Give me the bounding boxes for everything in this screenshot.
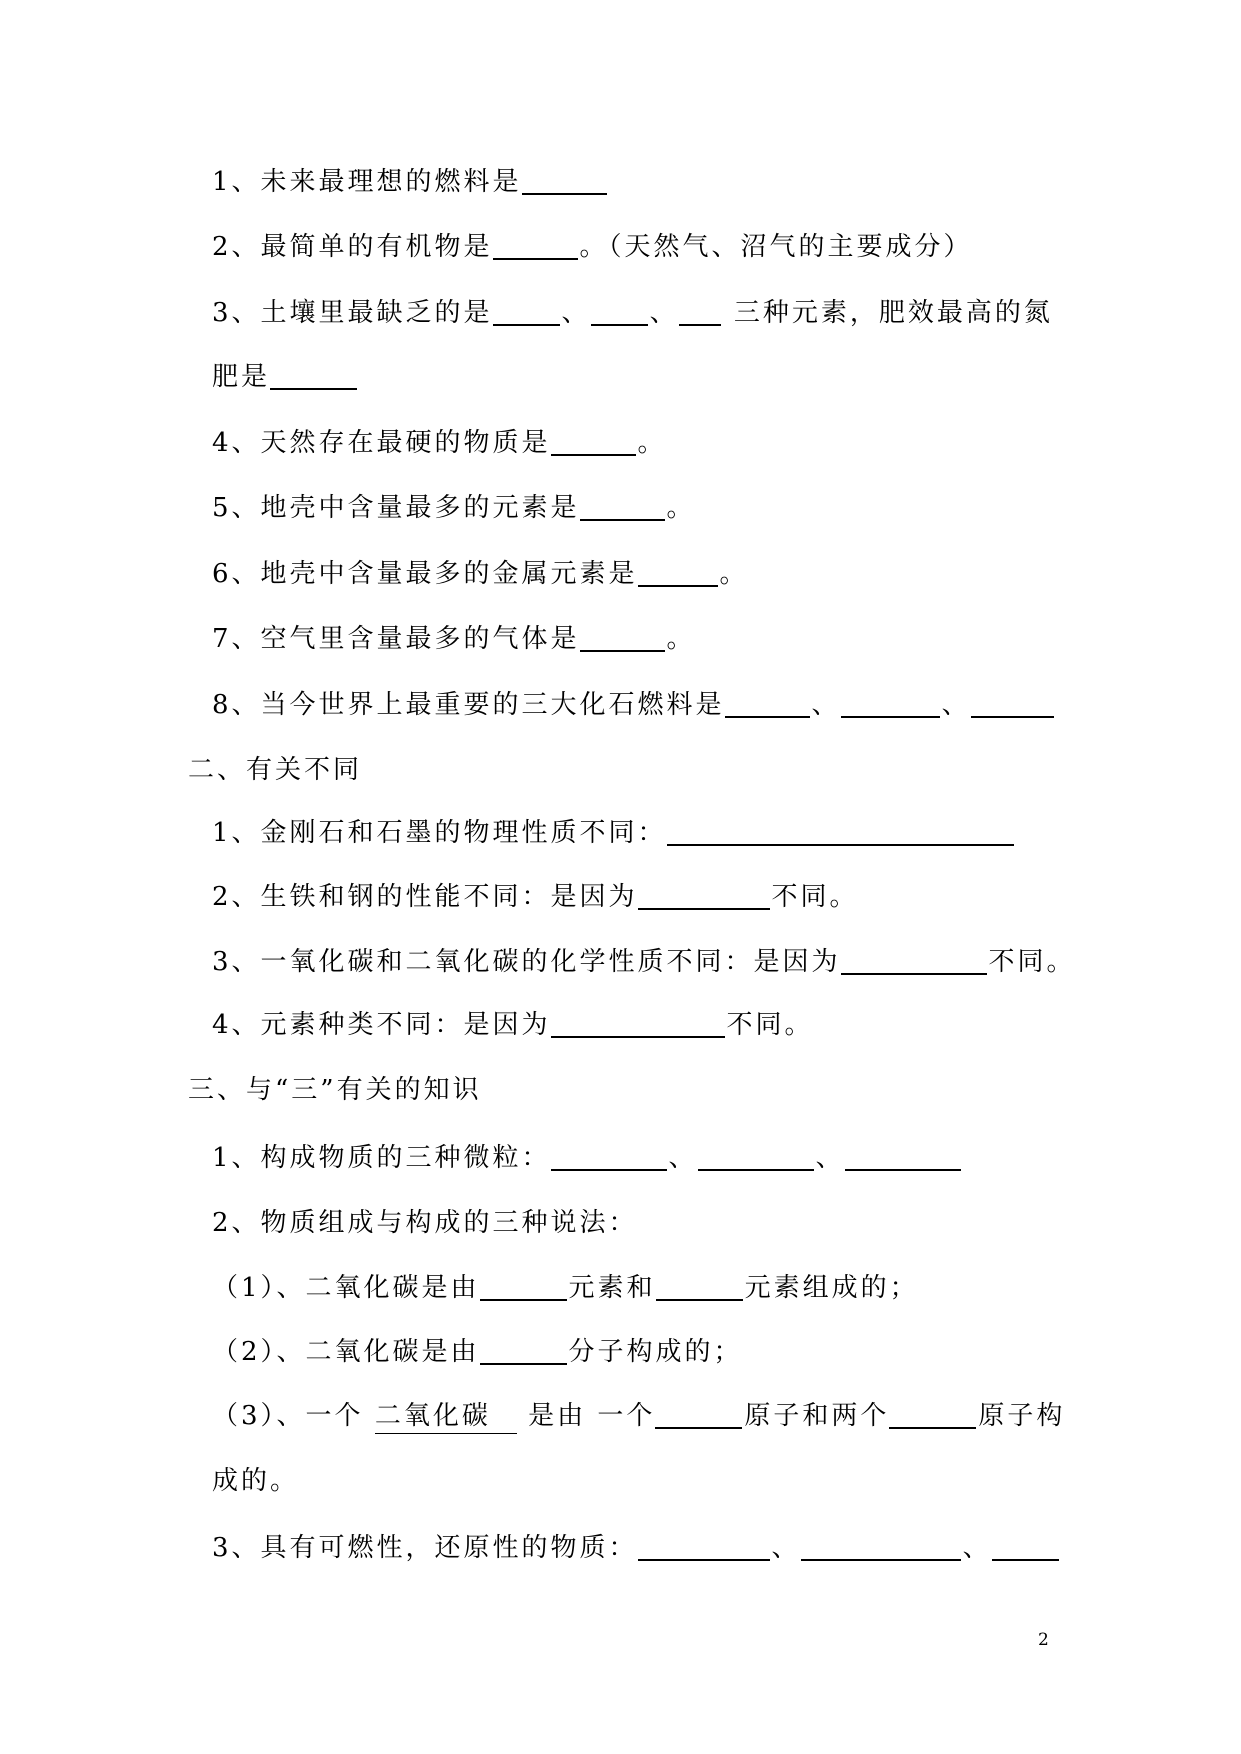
s3-item-2-sub-3-wrap [212, 1461, 299, 1501]
s1-item-3 [212, 293, 1053, 333]
answer-blank [698, 1147, 814, 1171]
s1-item-5 [212, 488, 696, 528]
answer-blank [667, 822, 1014, 846]
s1-item-7 [212, 619, 696, 659]
s2-item-4 [212, 1005, 814, 1045]
answer-blank [889, 1405, 976, 1429]
s1-item-3-prompt: 3、土壤里最缺乏的是 [212, 298, 493, 328]
answer-blank [841, 694, 940, 718]
answer-blank [551, 1147, 667, 1171]
s1-item-6-prompt: 6、地壳中含量最多的金属元素是 [212, 559, 638, 589]
answer-blank [580, 628, 665, 652]
answer-blank [801, 1537, 961, 1561]
s3-item-1 [212, 1138, 963, 1178]
answer-blank [580, 497, 665, 521]
s1-item-1 [212, 162, 609, 202]
s2-item-4-suffix: 不同。 [726, 1010, 814, 1040]
s1-item-3-continuation: 三种元素，肥效最高的氮 [722, 298, 1053, 328]
separator: 、 [649, 298, 679, 328]
answer-blank [971, 694, 1054, 718]
s1-item-4-prompt: 4、天然存在最硬的物质是 [212, 428, 551, 458]
answer-blank [591, 302, 648, 326]
answer-blank [845, 1147, 961, 1171]
s2-item-3 [212, 942, 1076, 982]
answer-blank [655, 1405, 742, 1429]
separator: 、 [771, 1533, 801, 1563]
sub-3-suffix: 原子构 [978, 1401, 1066, 1431]
answer-blank [480, 1277, 567, 1301]
s2-item-1 [212, 813, 1016, 853]
answer-blank [992, 1537, 1059, 1561]
period: 。 [666, 493, 696, 523]
period: 。 [637, 428, 667, 458]
sub-3-prompt: （3）、一个 [212, 1401, 375, 1431]
s2-item-2-suffix: 不同。 [771, 882, 859, 912]
answer-blank [551, 432, 636, 456]
answer-blank [679, 302, 721, 326]
separator: 、 [941, 690, 971, 720]
answer-blank [841, 951, 987, 975]
s3-item-2-sub-2 [212, 1332, 743, 1372]
answer-blank [725, 694, 810, 718]
s3-item-1-prompt: 1、构成物质的三种微粒： [212, 1143, 551, 1173]
s3-item-3 [212, 1528, 1061, 1568]
sub-2-suffix: 分子构成的； [568, 1337, 743, 1367]
sub-2-prompt: （2）、二氧化碳是由 [212, 1337, 480, 1367]
sub-3-middle: 是由 一个 [516, 1401, 656, 1431]
s1-item-4 [212, 423, 667, 463]
s1-item-2 [212, 227, 973, 267]
s1-item-1-prompt: 1、未来最理想的燃料是 [212, 167, 522, 197]
answer-blank [493, 302, 560, 326]
s1-item-6 [212, 554, 749, 594]
answer-blank [638, 886, 770, 910]
separator: 、 [561, 298, 591, 328]
s1-item-2-prompt: 2、最简单的有机物是 [212, 232, 493, 262]
s1-item-2-note: 。（天然气、沼气的主要成分） [579, 232, 973, 262]
s2-item-3-prompt: 3、一氧化碳和二氧化碳的化学性质不同：是因为 [212, 947, 841, 977]
separator: 、 [815, 1143, 845, 1173]
s2-item-3-suffix: 不同。 [988, 947, 1076, 977]
s2-item-1-prompt: 1、金刚石和石墨的物理性质不同： [212, 818, 667, 848]
answer-blank [638, 1537, 770, 1561]
s3-item-2 [212, 1203, 638, 1243]
s2-item-4-prompt: 4、元素种类不同：是因为 [212, 1010, 551, 1040]
answer-blank [480, 1341, 567, 1365]
s1-item-7-prompt: 7、空气里含量最多的气体是 [212, 624, 580, 654]
s1-item-8 [212, 685, 1056, 725]
sub-1-suffix: 元素组成的； [744, 1273, 919, 1303]
period: 。 [666, 624, 696, 654]
s1-item-8-prompt: 8、当今世界上最重要的三大化石燃料是 [212, 690, 725, 720]
sub-3-middle-2: 原子和两个 [744, 1401, 890, 1431]
s2-item-2 [212, 877, 859, 917]
answer-blank [656, 1277, 743, 1301]
section-2-heading: 二、有关不同 [188, 755, 363, 785]
s1-item-3-wrap-text: 肥是 [212, 362, 271, 392]
s3-item-2-sub-3 [212, 1396, 1065, 1436]
s3-item-2-stem: 2、物质组成与构成的三种说法： [212, 1208, 638, 1238]
sub-3-wrap-text: 成的。 [212, 1466, 300, 1496]
answer-blank [638, 563, 718, 587]
underlined-term: 二氧化碳 [375, 1401, 517, 1434]
separator: 、 [811, 690, 841, 720]
page-number: 2 [1038, 1630, 1049, 1650]
section-3-heading: 三、与“三”有关的知识 [188, 1075, 482, 1105]
sub-1-prompt: （1）、二氧化碳是由 [212, 1273, 480, 1303]
answer-blank [522, 171, 607, 195]
separator: 、 [962, 1533, 992, 1563]
period: 。 [719, 559, 749, 589]
s1-item-3-wrap [212, 357, 359, 397]
s3-item-3-prompt: 3、具有可燃性，还原性的物质： [212, 1533, 638, 1563]
s2-item-2-prompt: 2、生铁和钢的性能不同：是因为 [212, 882, 638, 912]
answer-blank [493, 236, 578, 260]
sub-1-middle: 元素和 [568, 1273, 656, 1303]
s1-item-5-prompt: 5、地壳中含量最多的元素是 [212, 493, 580, 523]
separator: 、 [668, 1143, 698, 1173]
s3-item-2-sub-1 [212, 1268, 919, 1308]
answer-blank [270, 366, 357, 390]
answer-blank [551, 1014, 725, 1038]
